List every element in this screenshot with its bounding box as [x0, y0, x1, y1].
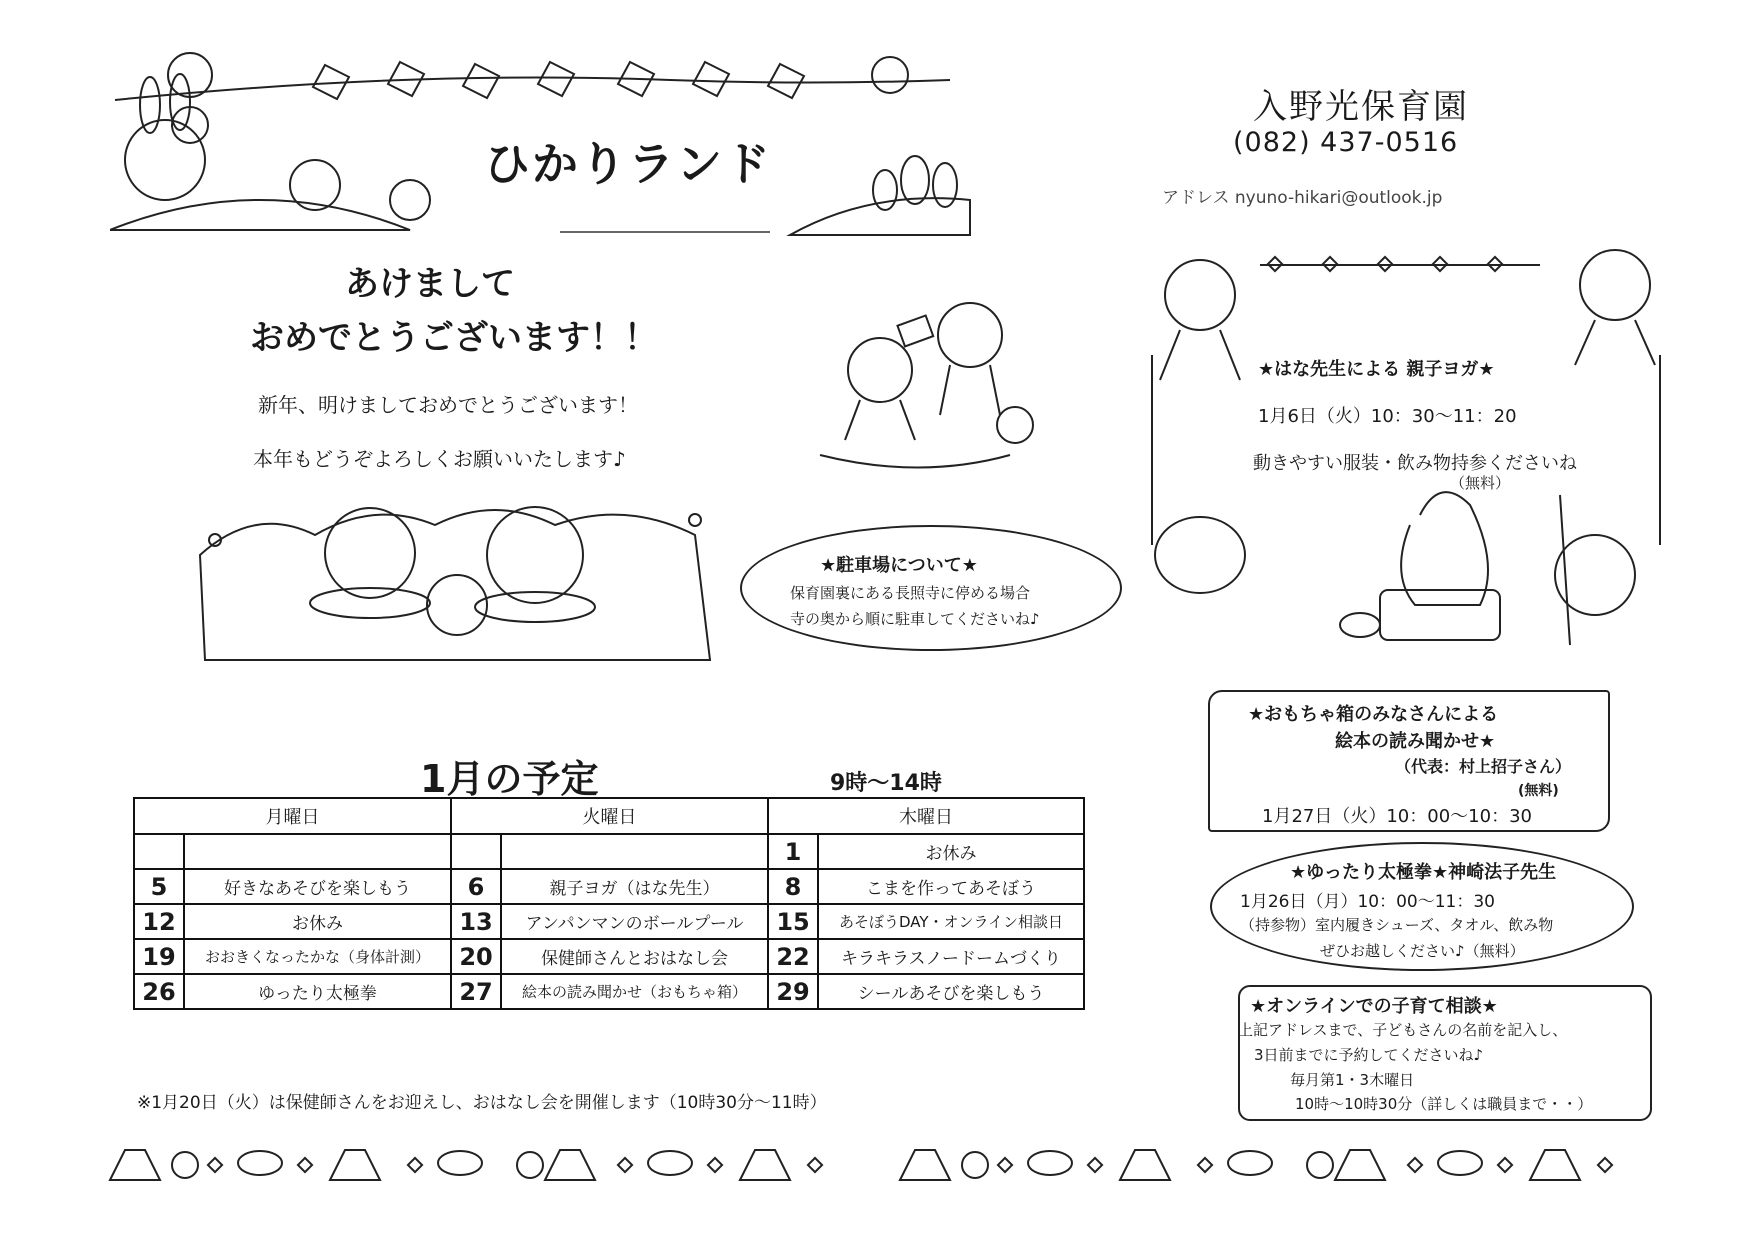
day-event: お休み	[184, 904, 451, 939]
day-event: キラキラスノードームづくり	[818, 939, 1084, 974]
day-event: 好きなあそびを楽しもう	[184, 869, 451, 904]
day-number: 20	[451, 939, 501, 974]
yoga-datetime: 1月6日（火）10：30～11：20	[1258, 406, 1517, 427]
taichi-datetime: 1月26日（月）10：00～11：30	[1240, 892, 1495, 912]
schedule-title: 1月の予定	[420, 757, 599, 801]
storytime-box	[1208, 690, 1610, 832]
address-label: アドレス	[1162, 188, 1230, 208]
storytime-title-2: 絵本の読み聞かせ★	[1335, 731, 1496, 752]
yoga-fee: （無料）	[1450, 474, 1511, 492]
parking-notice	[740, 525, 1122, 651]
day-number: 29	[768, 974, 818, 1009]
org-phone: (082) 437-0516	[1233, 127, 1459, 158]
table-row	[134, 974, 1084, 1009]
schedule-footnote: ※1月20日（火）は保健師さんをお迎えし、おはなし会を開催します（10時30分～11時）	[137, 1093, 827, 1113]
org-name: 入野光保育園	[1253, 87, 1469, 127]
online-line-4: 10時～10時30分（詳しくは職員まで・・）	[1295, 1095, 1593, 1113]
day-number: 27	[451, 974, 501, 1009]
taichi-box	[1210, 842, 1634, 971]
taichi-title: ★ゆったり太極拳★神崎法子先生	[1290, 862, 1557, 883]
day-event: 保健師さんとおはなし会	[501, 939, 768, 974]
day-number: 5	[134, 869, 184, 904]
schedule-header-row	[134, 798, 1084, 834]
day-event: アンパンマンのボールプール	[501, 904, 768, 939]
day-number: 26	[134, 974, 184, 1009]
greeting-headline-1: あけまして	[345, 264, 515, 304]
storytime-fee: (無料)	[1518, 783, 1559, 799]
email-address[interactable]: nyuno-hikari@outlook.jp	[1234, 188, 1443, 208]
kids-playing-illustration	[800, 290, 1050, 480]
greeting-line-1: 新年、明けましておめでとうございます！	[258, 393, 638, 417]
hot-spring-illustration	[195, 495, 720, 670]
parking-title: ★駐車場について★	[820, 555, 978, 576]
org-address	[1162, 183, 1442, 208]
online-line-1: 上記アドレスまで、子どもさんの名前を記入し、	[1238, 1021, 1568, 1039]
parking-line-2: 寺の奥から順に駐車してくださいね♪	[790, 610, 1040, 628]
schedule-table	[133, 797, 1085, 1010]
day-number: 15	[768, 904, 818, 939]
day-number: 12	[134, 904, 184, 939]
day-number: 19	[134, 939, 184, 974]
day-number: 1	[768, 834, 818, 869]
header-thursday: 木曜日	[768, 798, 1084, 834]
day-event: 絵本の読み聞かせ（おもちゃ箱）	[501, 974, 768, 1009]
yoga-title: ★はな先生による 親子ヨガ★	[1258, 359, 1495, 380]
day-event: お休み	[818, 834, 1084, 869]
day-number	[451, 834, 501, 869]
day-event: 親子ヨガ（はな先生）	[501, 869, 768, 904]
day-event	[501, 834, 768, 869]
online-line-3: 毎月第1・3木曜日	[1290, 1071, 1415, 1089]
day-number: 13	[451, 904, 501, 939]
storytime-rep: （代表：村上招子さん）	[1395, 757, 1572, 776]
day-number	[134, 834, 184, 869]
header-monday: 月曜日	[134, 798, 451, 834]
online-line-2: 3日前までに予約してくださいね♪	[1254, 1046, 1484, 1064]
taichi-note: ぜひお越しください♪（無料）	[1320, 942, 1525, 960]
day-event	[184, 834, 451, 869]
yoga-note: 動きやすい服装・飲み物持参くださいね	[1253, 453, 1577, 474]
day-number: 6	[451, 869, 501, 904]
day-event: おおきくなったかな（身体計測）	[184, 939, 451, 974]
taichi-items: （持参物）室内履きシューズ、タオル、飲み物	[1240, 916, 1554, 934]
bottom-border-decoration	[100, 1135, 1660, 1195]
day-event: こまを作ってあそぼう	[818, 869, 1084, 904]
greeting-line-2: 本年もどうぞよろしくお願いいたします♪	[253, 447, 626, 471]
table-row	[134, 939, 1084, 974]
table-row	[134, 869, 1084, 904]
table-row	[134, 834, 1084, 869]
day-event: シールあそびを楽しもう	[818, 974, 1084, 1009]
storytime-datetime: 1月27日（火）10：00～10：30	[1262, 806, 1532, 827]
table-row	[134, 904, 1084, 939]
storytime-title-1: ★おもちゃ箱のみなさんによる	[1248, 704, 1499, 725]
day-number: 8	[768, 869, 818, 904]
day-event: ゆったり太極拳	[184, 974, 451, 1009]
schedule-hours: 9時～14時	[830, 771, 942, 796]
online-title: ★オンラインでの子育て相談★	[1250, 996, 1498, 1017]
header-tuesday: 火曜日	[451, 798, 768, 834]
parking-line-1: 保育園裏にある長照寺に停める場合	[790, 584, 1031, 602]
online-consult-box	[1238, 985, 1652, 1121]
day-event: あそぼうDAY・オンライン相談日	[818, 904, 1084, 939]
newsletter-title: ひかりランド	[484, 137, 772, 191]
greeting-headline-2: おめでとうございます！！	[250, 318, 658, 358]
day-number: 22	[768, 939, 818, 974]
